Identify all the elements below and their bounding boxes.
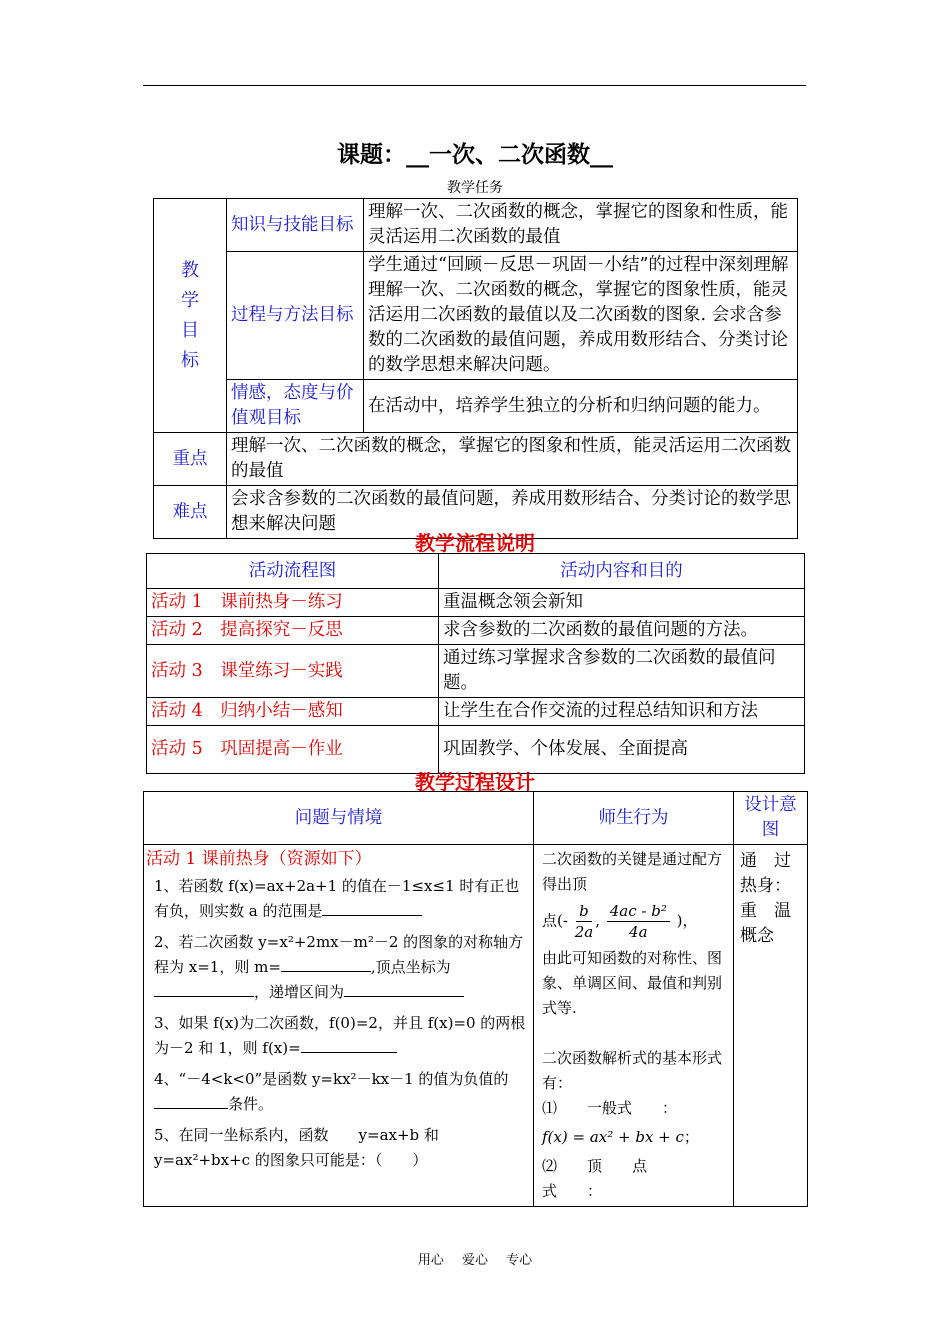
question-text: 3、如果 f(x)为二次函数，f(0)=2，并且 f(x)=0 的两根为－2 和 1，则 f(x)= — [154, 1014, 526, 1057]
teacher-p2: 由此可知函数的对称性、图象、单调区间、最值和判别式等. — [542, 949, 723, 1017]
vertex-suffix: )， — [676, 911, 698, 930]
goals-char: 标 — [181, 349, 199, 371]
teacher-cell — [534, 845, 734, 1207]
fraction-vertex-y — [607, 901, 670, 942]
form-2: ⑵ 顶 点 式 ： — [542, 1157, 678, 1200]
question-4 — [154, 1067, 531, 1117]
answer-blank — [344, 980, 464, 997]
form-1-equation — [542, 1125, 725, 1150]
frac-numerator: 4ac - b² — [607, 901, 670, 922]
teacher-p3: 二次函数解析式的基本形式有： — [542, 1049, 723, 1092]
flow-activity: 活动 5 巩固提高－作业 — [147, 726, 439, 774]
flow-activity: 活动 1 课前热身－练习 — [147, 589, 439, 617]
flow-section-title: 教学流程说明 — [415, 531, 535, 555]
answer-blank — [322, 899, 422, 916]
question-5 — [154, 1123, 531, 1173]
flow-activity: 活动 2 提高探究－反思 — [147, 617, 439, 645]
task-label: 教学任务 — [447, 180, 503, 196]
frac-denominator: 4a — [629, 923, 648, 941]
key-point-label: 重点 — [154, 433, 227, 486]
flow-table — [146, 553, 805, 774]
flow-col-header: 活动内容和目的 — [439, 554, 805, 589]
vertex-prefix: 点(- — [542, 911, 568, 930]
question-1 — [154, 874, 531, 924]
answer-blank — [154, 1092, 228, 1109]
intent-text: 通 过热身：重 温概念 — [740, 851, 791, 946]
question-text: 2、若二次函数 y=x²+2mx－m²－2 的图象的对称轴方程为 x=1，则 m= — [154, 933, 524, 976]
question-text: 4、“－4<k<0”是函数 y=kx²－kx－1 的值为负值的 — [154, 1070, 509, 1088]
frac-denominator: 2a — [574, 923, 594, 941]
process-section-title: 教学过程设计 — [415, 770, 535, 794]
question-3 — [154, 1011, 531, 1061]
header-rule — [143, 85, 806, 86]
flow-content: 重温概念领会新知 — [439, 589, 805, 617]
intent-cell — [734, 845, 808, 1207]
key-point-text: 理解一次、二次函数的概念，掌握它的图象和性质，能灵活运用二次函数的最值 — [227, 433, 798, 486]
equation-end: ； — [683, 1128, 699, 1146]
flow-col-header: 活动流程图 — [147, 554, 439, 589]
goal-label-process: 过程与方法目标 — [227, 252, 364, 380]
fraction-b-2a — [575, 901, 594, 942]
goal-label-knowledge: 知识与技能目标 — [227, 199, 364, 252]
goal-text-emotion: 在活动中，培养学生独立的分析和归纳问题的能力。 — [364, 380, 798, 433]
answer-blank — [301, 1036, 397, 1053]
form-1: ⑴ 一般式 ： — [542, 1099, 678, 1117]
goal-text-process: 学生通过“回顾－反思－巩固－小结”的过程中深刻理解理解一次、二次函数的概念，掌握它的图象性质，能灵活运用二次函数的最值以及二次函数的图象. 会求含参数的二次函数的最值问题，养成用数形结合、分类讨论的数学思想来解决问题。 — [364, 252, 798, 380]
flow-content: 求含参数的二次函数的最值问题的方法。 — [439, 617, 805, 645]
flow-content: 巩固教学、个体发展、全面提高 — [439, 726, 805, 774]
question-text: ,顶点坐标为 — [370, 958, 451, 976]
flow-content: 通过练习掌握求含参数的二次函数的最值问题。 — [439, 645, 805, 698]
vertex-formula: 点(- $\frac{b}{2a}$ , $\frac{\text{4ac - b²}}{4a}$ )， — [542, 902, 698, 941]
goals-table — [153, 198, 798, 539]
answer-blank — [281, 955, 371, 972]
page-title: 课题：__一次、二次函数__ — [337, 142, 613, 168]
goal-label-emotion: 情感，态度与价值观目标 — [227, 380, 364, 433]
flow-activity: 活动 3 课堂练习－实践 — [147, 645, 439, 698]
question-text: 5、在同一坐标系内，函数 y=ax+b 和 y=ax²+bx+c 的图象只可能是：（ ） — [154, 1126, 439, 1169]
question-text: ，递增区间为 — [254, 983, 345, 1001]
goals-char: 目 — [181, 319, 199, 341]
process-table — [143, 791, 808, 1207]
flow-content: 让学生在合作交流的过程总结知识和方法 — [439, 698, 805, 726]
teacher-p1: 二次函数的关键是通过配方得出顶 — [542, 850, 723, 893]
goals-char: 教 — [181, 259, 199, 281]
goal-text-knowledge: 理解一次、二次函数的概念，掌握它的图象和性质，能灵活运用二次函数的最值 — [364, 199, 798, 252]
questions-cell — [144, 845, 534, 1207]
activity-title: 活动 1 课前热身（资源如下） — [146, 849, 372, 869]
footer: 用心 爱心 专心 — [417, 1253, 533, 1268]
process-col-header: 问题与情境 — [144, 792, 534, 845]
question-text: 1、若函数 f(x)=ax+2a+1 的值在－1≤x≤1 时有正也有负，则实数 a 的范围是 — [154, 877, 520, 920]
goals-group-label — [154, 199, 227, 433]
goals-char: 学 — [181, 289, 199, 311]
flow-activity: 活动 4 归纳小结－感知 — [147, 698, 439, 726]
process-col-header: 设计意图 — [734, 792, 808, 845]
process-col-header: 师生行为 — [534, 792, 734, 845]
question-2 — [154, 930, 531, 1005]
equation: f(x) = ax² + bx + c — [542, 1128, 684, 1146]
difficult-point-text: 会求含参数的二次函数的最值问题，养成用数形结合、分类讨论的数学思想来解决问题 — [227, 486, 798, 539]
difficult-point-label: 难点 — [154, 486, 227, 539]
frac-numerator: b — [576, 901, 592, 922]
answer-blank — [154, 980, 254, 997]
question-text: 条件。 — [228, 1095, 274, 1113]
